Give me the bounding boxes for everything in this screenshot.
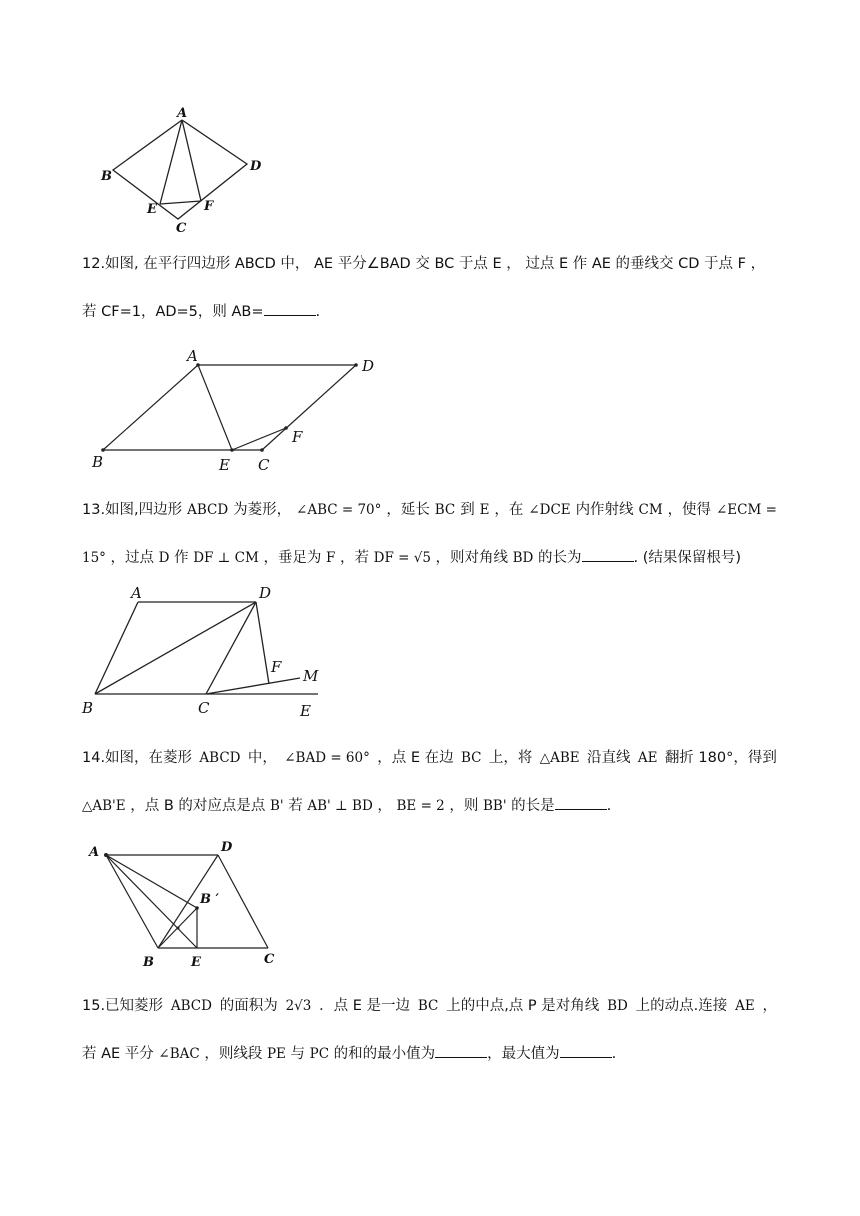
t: 上，将 — [488, 750, 533, 766]
label-a: A — [177, 106, 188, 121]
label-a: A — [89, 845, 100, 860]
t: 与 — [290, 1046, 306, 1062]
label-d: D — [362, 357, 375, 375]
t: 的长是 — [511, 798, 555, 814]
t: . — [611, 1046, 617, 1062]
t: . — [606, 798, 612, 814]
segment-bd — [95, 602, 256, 694]
segment-af — [182, 120, 201, 201]
t: . (结果保留根号) — [633, 550, 742, 566]
math-ae: AE — [637, 750, 658, 766]
math-be-2: BE = 2 — [396, 798, 445, 814]
question-15 — [82, 996, 777, 1064]
q13-line-1 — [82, 500, 777, 520]
t: 内作射线 — [575, 502, 634, 518]
t: ，则对角线 — [435, 550, 509, 566]
label-d: D — [250, 159, 262, 174]
math-bc: BC — [434, 502, 456, 518]
math-triangle-abpe: △AB'E — [82, 798, 126, 814]
t: ，在 — [494, 502, 524, 518]
t: ．点 E 是一边 — [319, 998, 411, 1014]
math-abp-perp-bd: AB' ⊥ BD — [307, 798, 373, 814]
t: 到 — [460, 502, 475, 518]
label-b: B — [82, 699, 94, 717]
label-c: C — [176, 221, 187, 236]
t: ，使得 — [667, 502, 712, 518]
label-d: D — [221, 840, 233, 855]
label-f: F — [204, 199, 214, 214]
t: ，延长 — [386, 502, 430, 518]
math-pc: PC — [309, 1046, 330, 1062]
figure-q13 — [80, 582, 330, 722]
figure-q14 — [85, 835, 285, 970]
math-bp: B' — [270, 798, 284, 814]
label-b: B — [143, 955, 154, 970]
segment-dc — [218, 855, 268, 948]
math-angle-bad: ∠BAD = 60° — [284, 750, 370, 766]
figure-q12-svg — [88, 345, 388, 475]
figure-q13-svg — [80, 582, 330, 722]
point-e — [230, 448, 234, 452]
point-f — [284, 426, 288, 430]
t: ，则 — [449, 798, 479, 814]
label-e: E — [300, 702, 311, 720]
point-a — [104, 853, 108, 857]
segment-abp — [106, 855, 197, 908]
t: 翻折 180°，得到 — [664, 750, 777, 766]
t: 14.如图，在菱形 — [82, 750, 193, 766]
label-e: E — [219, 456, 230, 474]
q12-line-1: 12.如图, 在平行四边形 ABCD 中， AE 平分∠BAD 交 BC 于点 E ， 过点 E 作 AE 的垂线交 CD 于点 F ， — [82, 256, 766, 272]
q12-end: . — [315, 304, 321, 320]
figure-q12 — [88, 345, 388, 475]
question-14 — [82, 748, 777, 816]
math-ae: AE — [735, 998, 755, 1014]
segment-ab — [103, 365, 198, 450]
math-abcd: ABCD — [187, 502, 229, 518]
segment-ae — [160, 120, 182, 204]
t: ，则线段 — [204, 1046, 263, 1062]
q14-line-1 — [82, 748, 777, 768]
math-abcd: ABCD — [199, 750, 241, 766]
label-c: C — [264, 952, 275, 967]
math-angle-dce: ∠DCE — [528, 502, 571, 518]
question-12 — [82, 254, 782, 322]
t: ， — [377, 798, 392, 814]
math-f: F — [326, 550, 336, 566]
label-f: F — [292, 428, 303, 446]
t: 作 — [174, 550, 189, 566]
t: ，点 B 的对应点是点 — [130, 798, 266, 814]
segment-ef — [160, 201, 201, 204]
t: ，点 E 在边 — [377, 750, 454, 766]
t: 中， — [247, 750, 277, 766]
math-df-perp-cm: DF ⊥ CM — [193, 550, 259, 566]
segment-ae — [106, 855, 197, 948]
math-bd: BD — [607, 998, 628, 1014]
t: 若 — [288, 798, 303, 814]
label-b: B — [92, 453, 104, 471]
q15-line-1 — [82, 996, 777, 1016]
segment-df — [256, 602, 269, 684]
math-pe: PE — [266, 1046, 286, 1062]
figure-q11 — [95, 105, 275, 235]
math-bc: BC — [460, 750, 482, 766]
segment-ab — [95, 602, 138, 694]
question-13 — [82, 500, 777, 568]
t: 的面积为 — [219, 998, 278, 1014]
q15-line-2 — [82, 1043, 777, 1064]
answer-blank[interactable] — [264, 301, 316, 316]
t: 13.如图,四边形 — [82, 502, 183, 518]
ray-cm — [206, 678, 300, 694]
point-c — [260, 448, 264, 452]
math-abcd: ABCD — [170, 998, 212, 1014]
q13-line-2 — [82, 547, 777, 568]
math-triangle-abe: △ABE — [539, 750, 580, 766]
point-b — [101, 448, 105, 452]
answer-blank[interactable] — [555, 795, 607, 810]
label-a: A — [131, 584, 142, 602]
label-f: F — [271, 658, 282, 676]
label-b: B — [101, 169, 112, 184]
figure-q14-svg — [85, 835, 285, 970]
math-cm: CM — [638, 502, 663, 518]
math-angle-abc: ∠ABC = 70° — [296, 502, 382, 518]
t: 的和的最小值为 — [333, 1046, 436, 1062]
t: ，若 — [340, 550, 370, 566]
t: 若 AE 平分 — [82, 1046, 154, 1062]
point-intersection — [177, 927, 180, 930]
label-e: E — [191, 955, 201, 970]
point-d — [354, 363, 358, 367]
t: 上的动点.连接 — [635, 998, 728, 1014]
rhombus-abcd — [113, 120, 247, 219]
segment-ab — [106, 855, 158, 948]
label-bp: B ′ — [200, 892, 219, 907]
q14-line-2 — [82, 795, 777, 816]
math-15deg: 15° — [82, 550, 106, 566]
math-d: D — [158, 550, 170, 566]
t: ，最大值为 — [487, 1046, 560, 1062]
segment-ae — [198, 365, 232, 450]
label-e: E — [147, 202, 157, 217]
math-area: 2√3 — [285, 998, 312, 1014]
segment-dc — [262, 365, 356, 450]
math-df-sqrt5: DF = √5 — [373, 550, 431, 566]
math-e: E — [479, 502, 490, 518]
t: 沿直线 — [586, 750, 631, 766]
point-bp — [195, 906, 199, 910]
label-d: D — [259, 584, 272, 602]
t: ，过点 — [110, 550, 155, 566]
label-m: M — [303, 667, 319, 685]
answer-blank-min[interactable] — [435, 1043, 487, 1058]
q12-line-2 — [82, 301, 782, 322]
math-bd: BD — [512, 550, 534, 566]
segment-ef — [232, 428, 286, 450]
label-a: A — [187, 347, 198, 365]
t: 15.已知菱形 — [82, 998, 164, 1014]
math-angle-bac: ∠BAC — [158, 1046, 200, 1062]
t: ，垂足为 — [263, 550, 322, 566]
figure-q11-svg — [95, 105, 275, 235]
answer-blank[interactable] — [582, 547, 634, 562]
q12-text: 若 CF=1，AD=5，则 AB= — [82, 304, 264, 320]
label-c: C — [258, 456, 270, 474]
math-bbp: BB' — [482, 798, 507, 814]
answer-blank-max[interactable] — [560, 1043, 612, 1058]
label-c: C — [198, 699, 210, 717]
t: 上的中点,点 P 是对角线 — [446, 998, 600, 1014]
math-angle-ecm: ∠ECM = — [715, 502, 777, 518]
t: 为菱形， — [233, 502, 292, 518]
t: ， — [762, 998, 777, 1014]
t: 的长为 — [538, 550, 582, 566]
math-bc: BC — [417, 998, 439, 1014]
